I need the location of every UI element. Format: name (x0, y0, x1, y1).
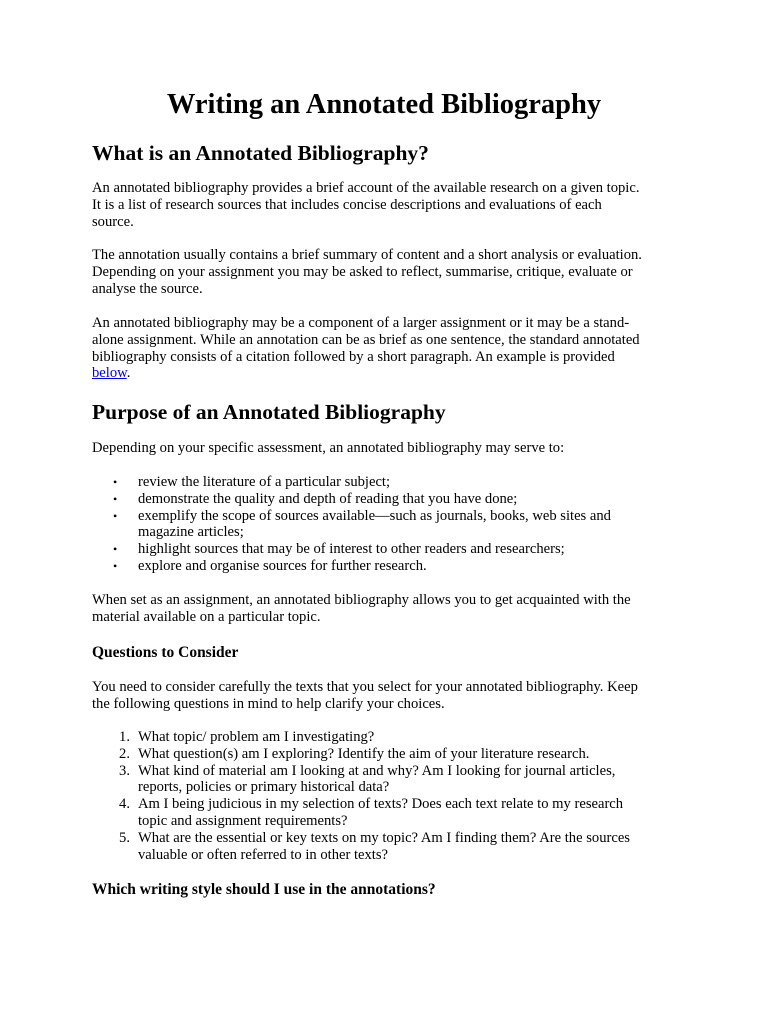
section-heading-questions: Questions to Consider (92, 644, 239, 661)
text-line: What kind of material am I looking at and why? Am I looking for journal articles, (138, 762, 616, 779)
paragraph-component (92, 315, 678, 382)
list-item (92, 729, 678, 746)
text-line: analyse the source. (92, 280, 203, 297)
text-line: review the literature of a particular subject; (138, 474, 391, 490)
text-line: topic and assignment requirements? (138, 812, 348, 829)
text-line: reports, policies or primary historical data? (138, 779, 390, 796)
text-line: alone assignment. While an annotation can be as brief as one sentence, the standard annotated (92, 331, 640, 348)
paragraph-definition (92, 180, 678, 230)
text-line: highlight sources that may be of interest to other readers and researchers; (138, 541, 565, 558)
text-line: You need to consider carefully the texts that you select for your annotated bibliography. Keep (92, 679, 638, 695)
text-line (92, 365, 678, 382)
text-line: the following questions in mind to help clarify your choices. (92, 695, 445, 712)
paragraph-annotation-content (92, 247, 678, 297)
text-line: Depending on your assignment you may be asked to reflect, summarise, critique, evaluate or (92, 263, 633, 280)
text-line: valuable or often referred to in other texts? (138, 846, 389, 863)
list-number: 3. (119, 762, 130, 779)
text-line: The annotation usually contains a brief summary of content and a short analysis or evaluation. (92, 247, 642, 263)
list-item (92, 830, 678, 864)
text-line: source. (92, 213, 134, 230)
list-number: 1. (119, 729, 130, 745)
list-item (92, 541, 678, 558)
list-item (92, 474, 678, 491)
below-link[interactable]: below (92, 365, 127, 382)
purpose-bullet-list (92, 474, 678, 575)
text-line: Depending on your specific assessment, an annotated bibliography may serve to: (92, 440, 565, 456)
section-heading-purpose: Purpose of an Annotated Bibliography (92, 400, 446, 424)
list-number: 4. (119, 796, 130, 813)
list-item (92, 508, 678, 542)
text-line: What are the essential or key texts on my topic? Am I finding them? Are the sources (138, 829, 630, 846)
list-item (92, 763, 678, 797)
list-number: 5. (119, 829, 130, 846)
period: . (126, 365, 131, 382)
questions-numbered-list (92, 729, 678, 863)
paragraph-purpose-outro (92, 592, 678, 626)
list-item (92, 796, 678, 830)
list-number: 2. (119, 745, 130, 762)
bullet-icon: • (113, 542, 118, 557)
text-line: material available on a particular topic. (92, 608, 321, 625)
document-title: Writing an Annotated Bibliography (166, 89, 602, 120)
text-line: An annotated bibliography provides a brief account of the available research on a given topic. (92, 180, 640, 196)
bullet-icon: • (113, 475, 118, 489)
text-line: demonstrate the quality and depth of reading that you have done; (138, 490, 518, 507)
bullet-icon: • (113, 558, 118, 573)
list-item (92, 491, 678, 508)
section-heading-writing-style: Which writing style should I use in the annotations? (92, 881, 436, 898)
text-line: Am I being judicious in my selection of texts? Does each text relate to my research (138, 796, 624, 813)
list-item (92, 746, 678, 763)
text-line: magazine articles; (138, 524, 244, 541)
text-line: explore and organise sources for further research. (138, 557, 427, 574)
text-line: When set as an assignment, an annotated bibliography allows you to get acquainted with the (92, 592, 631, 608)
text-line: What question(s) am I exploring? Identify the aim of your literature research. (138, 745, 590, 762)
text-line: What topic/ problem am I investigating? (138, 729, 375, 745)
text-line: bibliography consists of a citation followed by a short paragraph. An example is provided (92, 348, 615, 365)
section-heading-what-is: What is an Annotated Bibliography? (92, 141, 429, 165)
paragraph-questions-intro (92, 679, 678, 713)
list-item (92, 558, 678, 575)
text-line: An annotated bibliography may be a component of a larger assignment or it may be a stand- (92, 315, 630, 331)
text-line: exemplify the scope of sources available—such as journals, books, web sites and (138, 507, 611, 524)
bullet-icon: • (113, 508, 118, 523)
paragraph-purpose-intro (92, 440, 678, 457)
text-line: It is a list of research sources that includes concise descriptions and evaluations of each (92, 196, 602, 213)
bullet-icon: • (113, 491, 118, 506)
